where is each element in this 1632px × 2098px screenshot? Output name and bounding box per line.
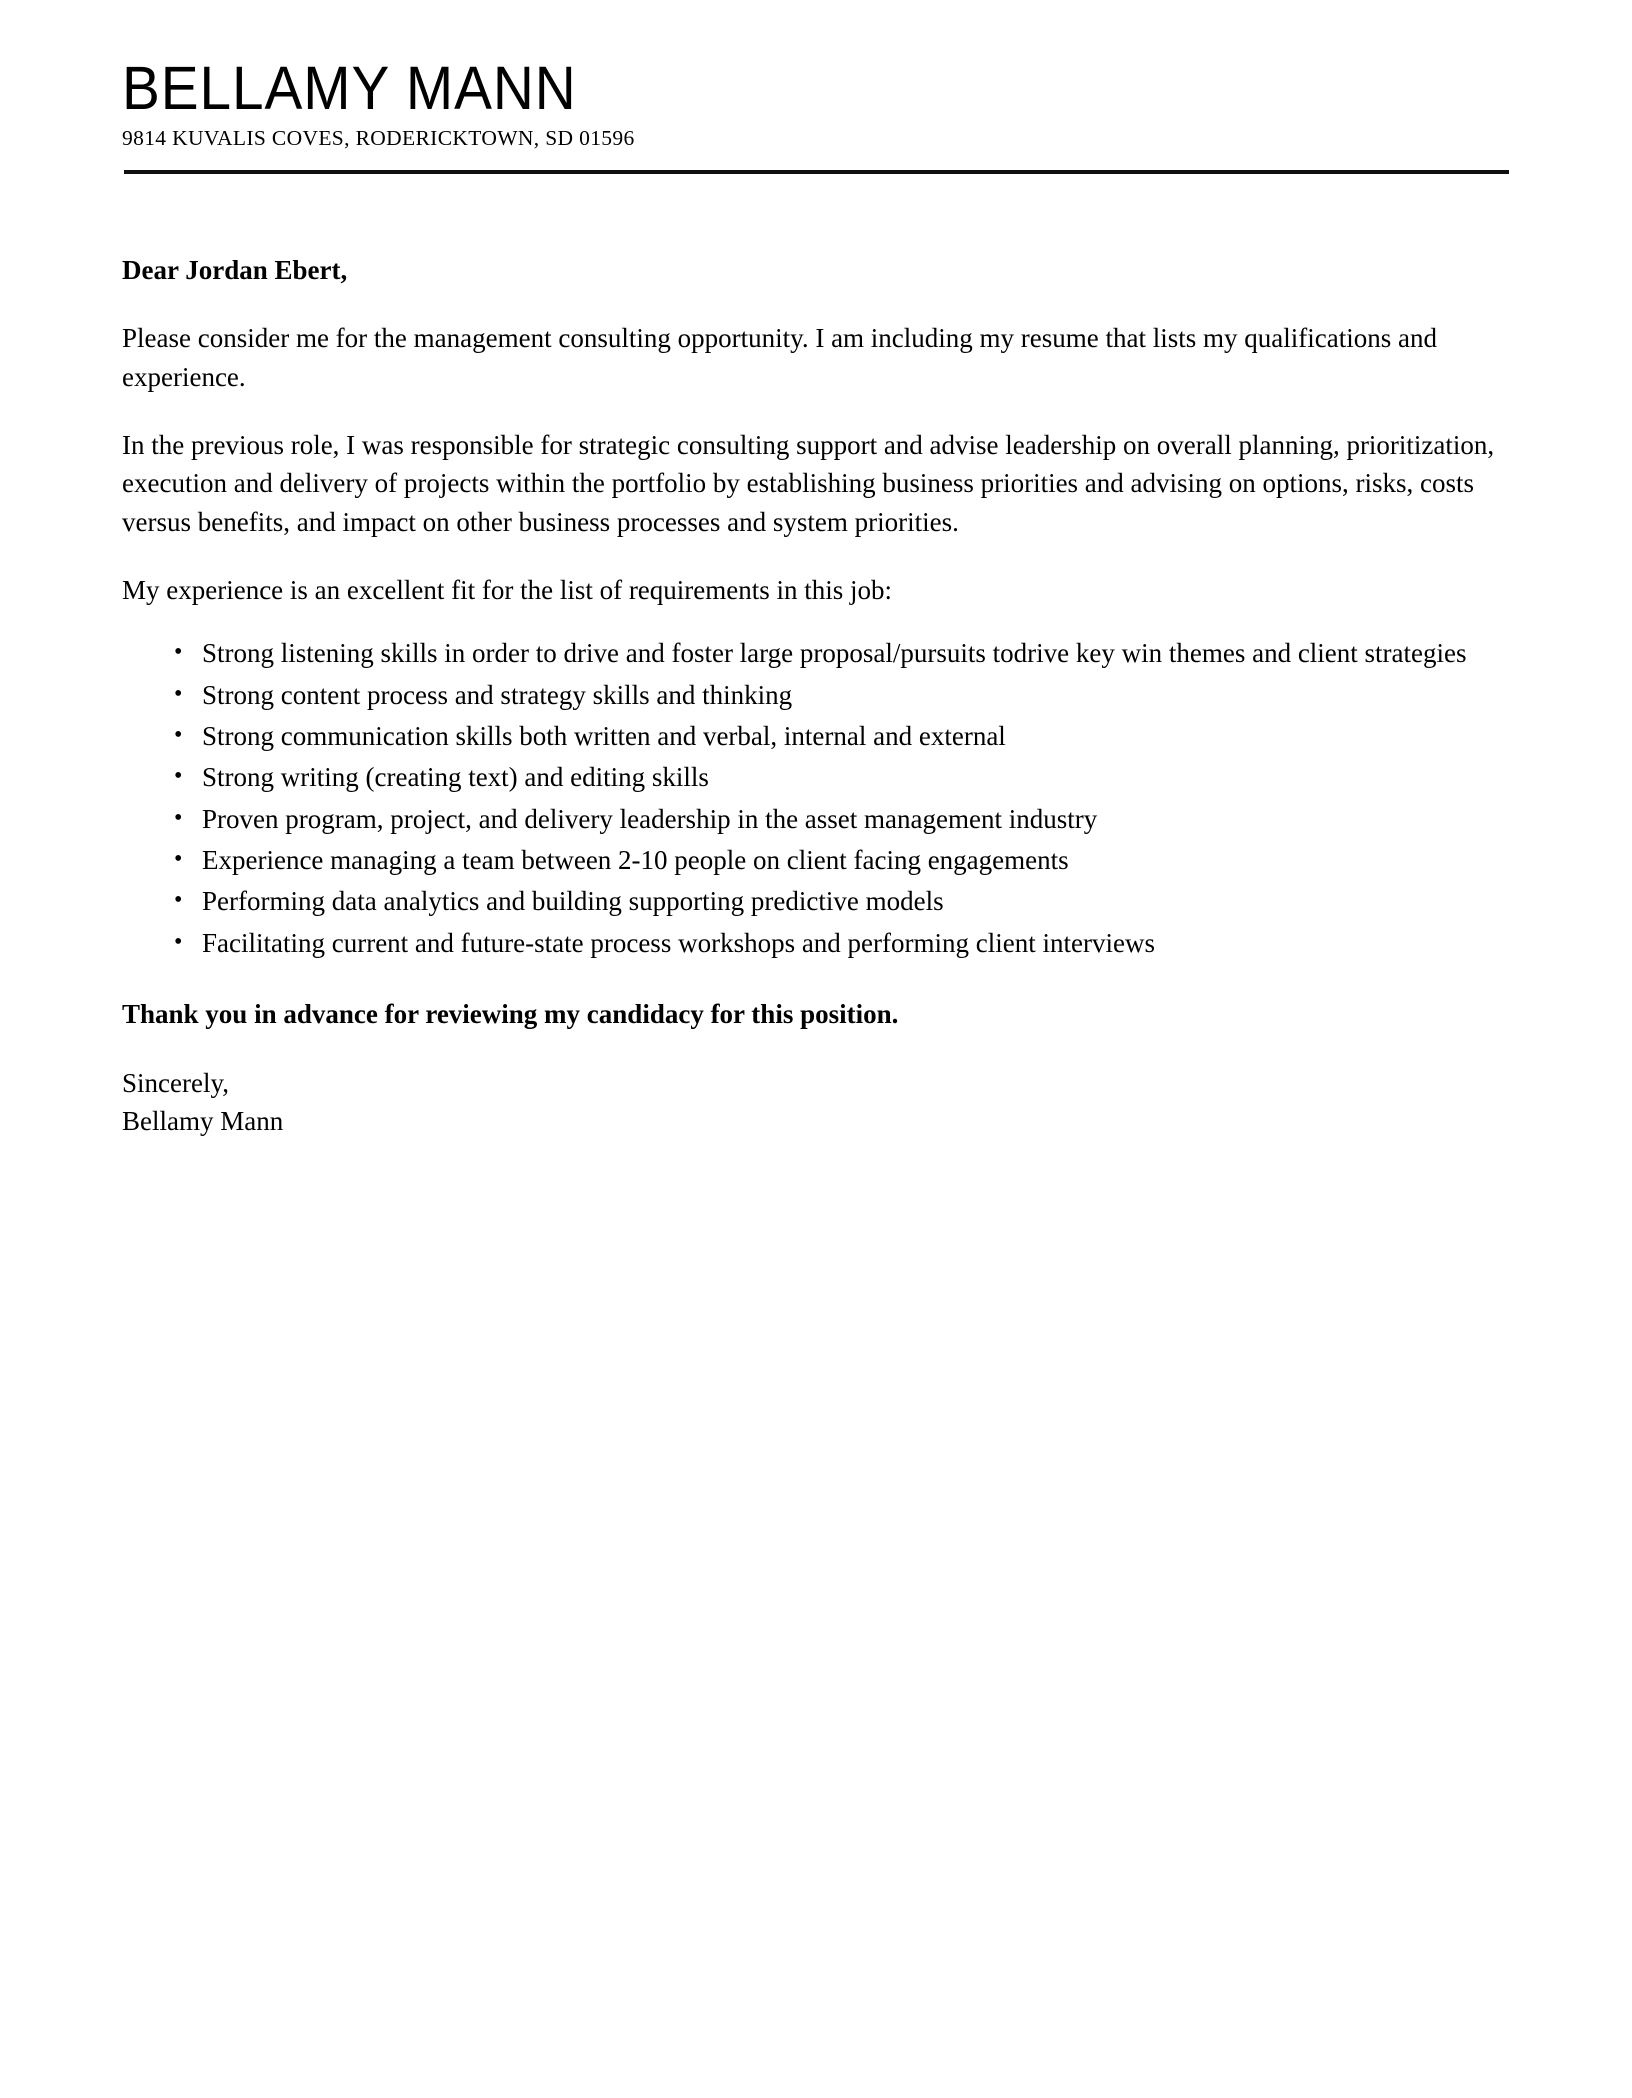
list-item: • Performing data analytics and building supporting predictive models	[174, 882, 1510, 920]
list-item: • Strong communication skills both written and verbal, internal and external	[174, 717, 1510, 755]
list-item: • Proven program, project, and delivery leadership in the asset management industry	[174, 800, 1510, 838]
letter-content	[122, 56, 1510, 1140]
letterhead	[122, 56, 1510, 174]
letter-body	[122, 252, 1510, 1140]
paragraph-experience: In the previous role, I was responsible for strategic consulting support and advise leadership on overall planning, prioritization, execution and delivery of projects within the portfolio by establishing business priorities and advising on options, risks, costs versus benefits, and impact on other business processes and system priorities.	[122, 429, 1495, 537]
signature-name: Bellamy Mann	[122, 1106, 284, 1136]
applicant-address: 9814 KUVALIS COVES, RODERICKTOWN, SD 01596	[122, 126, 635, 151]
list-item: • Strong content process and strategy skills and thinking	[174, 676, 1510, 714]
list-item: • Strong writing (creating text) and editing skills	[174, 758, 1510, 796]
signature-block	[122, 1064, 1510, 1141]
list-item: • Strong listening skills in order to drive and foster large proposal/pursuits todrive key win themes and client strategies	[174, 634, 1510, 672]
salutation: Dear Jordan Ebert,	[122, 254, 348, 285]
page-title: BELLAMY MANN	[122, 54, 577, 122]
header-divider	[124, 170, 1509, 174]
paragraph-intro: Please consider me for the management consulting opportunity. I am including my resume that lists my qualifications and experience.	[122, 323, 1437, 392]
list-item: • Experience managing a team between 2-10 people on client facing engagements	[174, 841, 1510, 879]
sign-off: Sincerely,	[122, 1067, 229, 1098]
requirements-lead-in: My experience is an excellent fit for the list of requirements in this job:	[122, 574, 893, 605]
closing-statement: Thank you in advance for reviewing my candidacy for this position.	[122, 998, 899, 1029]
requirements-list	[122, 634, 1510, 962]
list-item: • Facilitating current and future-state process workshops and performing client interviews	[174, 924, 1510, 962]
